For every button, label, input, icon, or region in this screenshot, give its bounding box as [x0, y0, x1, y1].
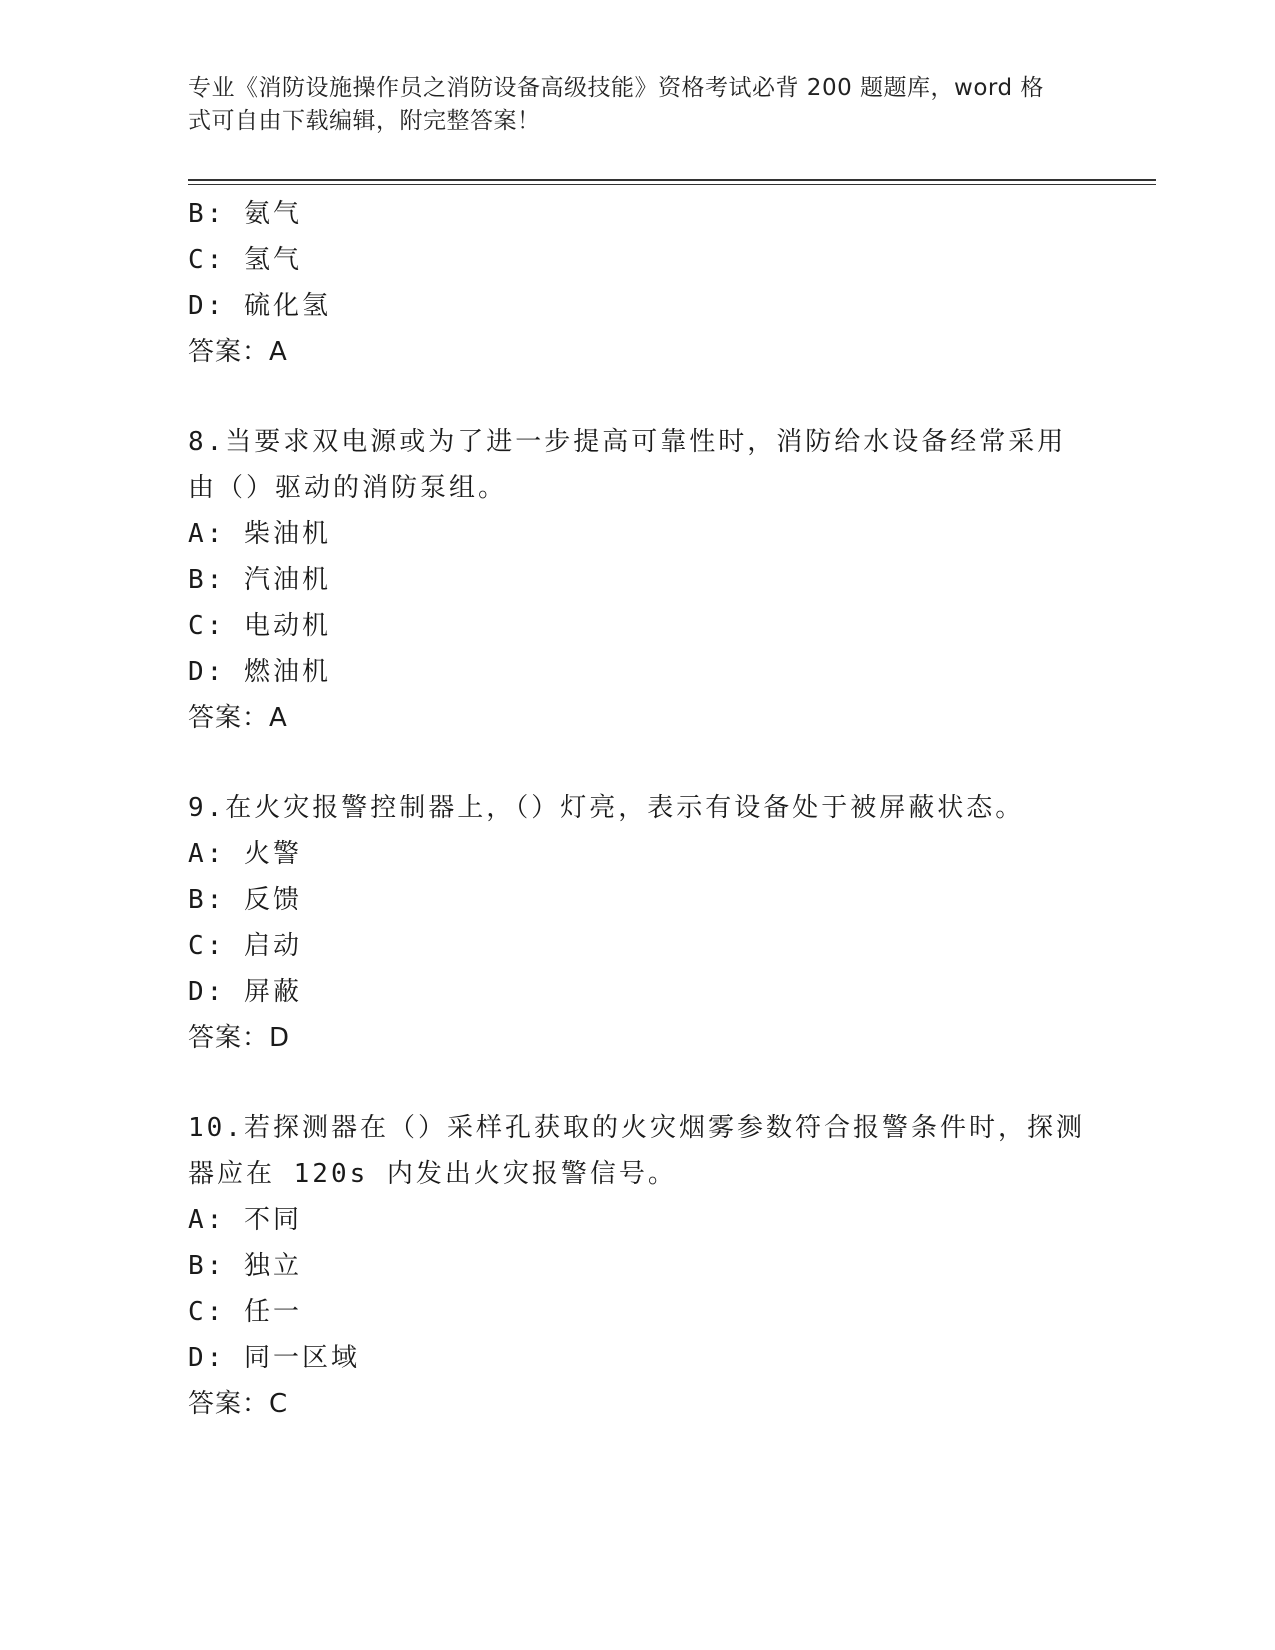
option-c: C: 氢气	[188, 245, 302, 275]
question-block-partial	[188, 191, 1088, 375]
question-stem-line-1: 9.在火灾报警控制器上，（）灯亮，表示有设备处于被屏蔽状态。	[188, 793, 1025, 823]
answer-line: 答案：A	[188, 337, 288, 367]
option-d: D: 屏蔽	[188, 977, 302, 1007]
question-spacer	[188, 375, 1088, 419]
question-stem-line-1: 8.当要求双电源或为了进一步提高可靠性时，消防给水设备经常采用	[188, 427, 1067, 457]
answer-line: 答案：C	[188, 1389, 289, 1419]
answer-line: 答案：D	[188, 1023, 291, 1053]
question-stem-line-2: 器应在 120s 内发出火灾报警信号。	[188, 1159, 677, 1189]
question-block-8	[188, 419, 1088, 741]
question-block-10	[188, 1105, 1088, 1427]
question-stem-line-1: 10.若探测器在（）采样孔获取的火灾烟雾参数符合报警条件时，探测	[188, 1113, 1085, 1143]
header-line-1: 专业《消防设施操作员之消防设备高级技能》资格考试必背 200 题题库，word 格	[188, 75, 1044, 101]
option-c: C: 启动	[188, 931, 302, 961]
option-d: D: 硫化氢	[188, 291, 331, 321]
question-block-9	[188, 785, 1088, 1061]
header-divider-thin	[188, 184, 1156, 185]
option-b: B: 氨气	[188, 199, 302, 229]
header-divider-thick	[188, 179, 1156, 181]
option-a: A: 柴油机	[188, 519, 331, 549]
question-spacer	[188, 741, 1088, 785]
answer-line: 答案：A	[188, 703, 288, 733]
question-stem-line-2: 由（）驱动的消防泵组。	[188, 473, 508, 503]
option-b: B: 汽油机	[188, 565, 331, 595]
option-b: B: 反馈	[188, 885, 302, 915]
option-d: D: 燃油机	[188, 657, 331, 687]
question-list	[188, 191, 1088, 1427]
option-a: A: 不同	[188, 1205, 302, 1235]
document-header	[188, 72, 1068, 138]
header-line-2: 式可自由下载编辑，附完整答案！	[188, 108, 541, 134]
option-b: B: 独立	[188, 1251, 302, 1281]
option-c: C: 电动机	[188, 611, 331, 641]
option-a: A: 火警	[188, 839, 302, 869]
question-spacer	[188, 1061, 1088, 1105]
option-c: C: 任一	[188, 1297, 302, 1327]
option-d: D: 同一区域	[188, 1343, 360, 1373]
